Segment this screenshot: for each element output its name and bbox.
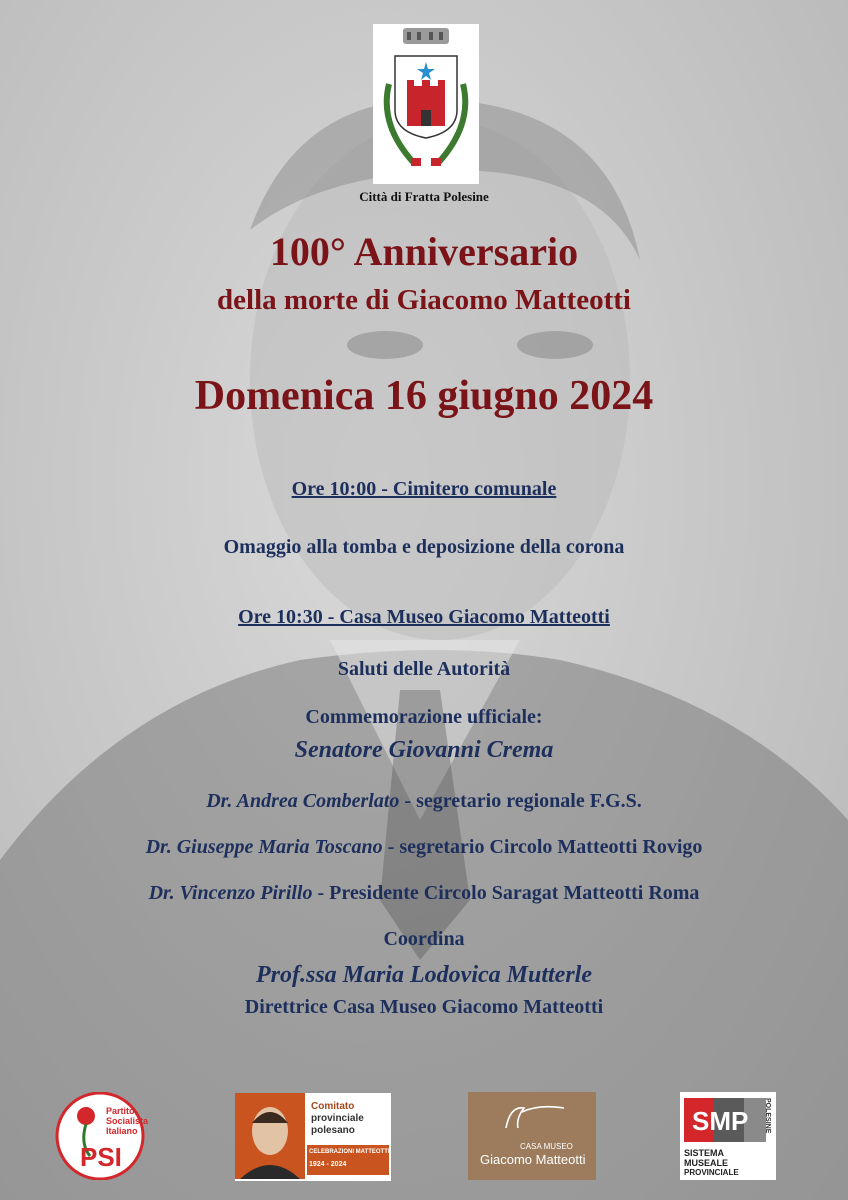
- coordinator-role: Direttrice Casa Museo Giacomo Matteotti: [244, 996, 604, 1018]
- psi-logo: [50, 1092, 158, 1180]
- casa-museo-logo: [468, 1092, 596, 1180]
- smp-line2: MUSEALE: [684, 1158, 729, 1168]
- smp-letters: SMP: [692, 1106, 749, 1136]
- casa-line1: CASA MUSEO: [520, 1142, 573, 1151]
- smp-logo: [680, 1092, 776, 1180]
- speaker-row: [0, 836, 848, 859]
- matteotti-portrait-icon: [235, 1093, 305, 1179]
- comitato-years: 1924 - 2024: [309, 1161, 347, 1168]
- speaker-role: - segretario regionale F.G.S.: [399, 790, 642, 812]
- coordinator-name-line: [0, 962, 848, 989]
- city-name: Città di Fratta Polesine: [359, 189, 489, 204]
- event1-description: Omaggio alla tomba e deposizione della corona: [223, 536, 625, 558]
- commemoration-speaker-line: [0, 737, 848, 764]
- comitato-line3: polesano: [311, 1125, 355, 1136]
- speaker-row: [0, 790, 848, 813]
- city-crest-logo: [373, 24, 479, 184]
- psi-line1: Partito: [106, 1106, 135, 1116]
- comitato-logo: [234, 1092, 392, 1182]
- psi-line3: Italiano: [106, 1126, 138, 1136]
- event-title: 100° Anniversario: [269, 229, 579, 274]
- event2-heading: [0, 606, 848, 629]
- speaker-role: - segretario Circolo Matteotti Rovigo: [382, 836, 703, 858]
- psi-short: PSI: [80, 1142, 122, 1172]
- coordinator-name: Prof.ssa Maria Lodovica Mutterle: [256, 962, 592, 988]
- commemoration-speaker: Senatore Giovanni Crema: [294, 737, 554, 763]
- smp-vertical: POLESINE: [764, 1098, 771, 1134]
- event-subtitle: della morte di Giacomo Matteotti: [217, 284, 631, 316]
- comitato-line2: provinciale: [311, 1113, 364, 1124]
- smp-line1: SISTEMA: [684, 1148, 725, 1158]
- speaker-name: Dr. Vincenzo Pirillo: [148, 882, 318, 904]
- coordinator-label: Coordina: [383, 928, 465, 950]
- smp-line3: PROVINCIALE: [684, 1168, 739, 1177]
- event2-title: Ore 10:30 - Casa Museo Giacomo Matteotti: [238, 606, 610, 628]
- speaker-row: [0, 882, 848, 905]
- speaker-name: Dr. Andrea Comberlato: [206, 790, 400, 812]
- event1-heading: [0, 478, 848, 501]
- comitato-line1: Comitato: [311, 1101, 355, 1112]
- signature-icon: [468, 1098, 596, 1138]
- comitato-line4: CELEBRAZIONI MATTEOTTI: [309, 1149, 390, 1155]
- event-date: Domenica 16 giugno 2024: [194, 373, 654, 419]
- event1-title: Ore 10:00 - Cimitero comunale: [291, 478, 557, 500]
- greetings: Saluti delle Autorità: [337, 658, 511, 680]
- speaker-role: - Presidente Circolo Saragat Matteotti Roma: [317, 882, 700, 904]
- speaker-name: Dr. Giuseppe Maria Toscano: [145, 836, 383, 858]
- commemoration-label: Commemorazione ufficiale:: [305, 706, 543, 728]
- casa-line2: Giacomo Matteotti: [480, 1152, 586, 1167]
- psi-line2: Socialista: [106, 1116, 149, 1126]
